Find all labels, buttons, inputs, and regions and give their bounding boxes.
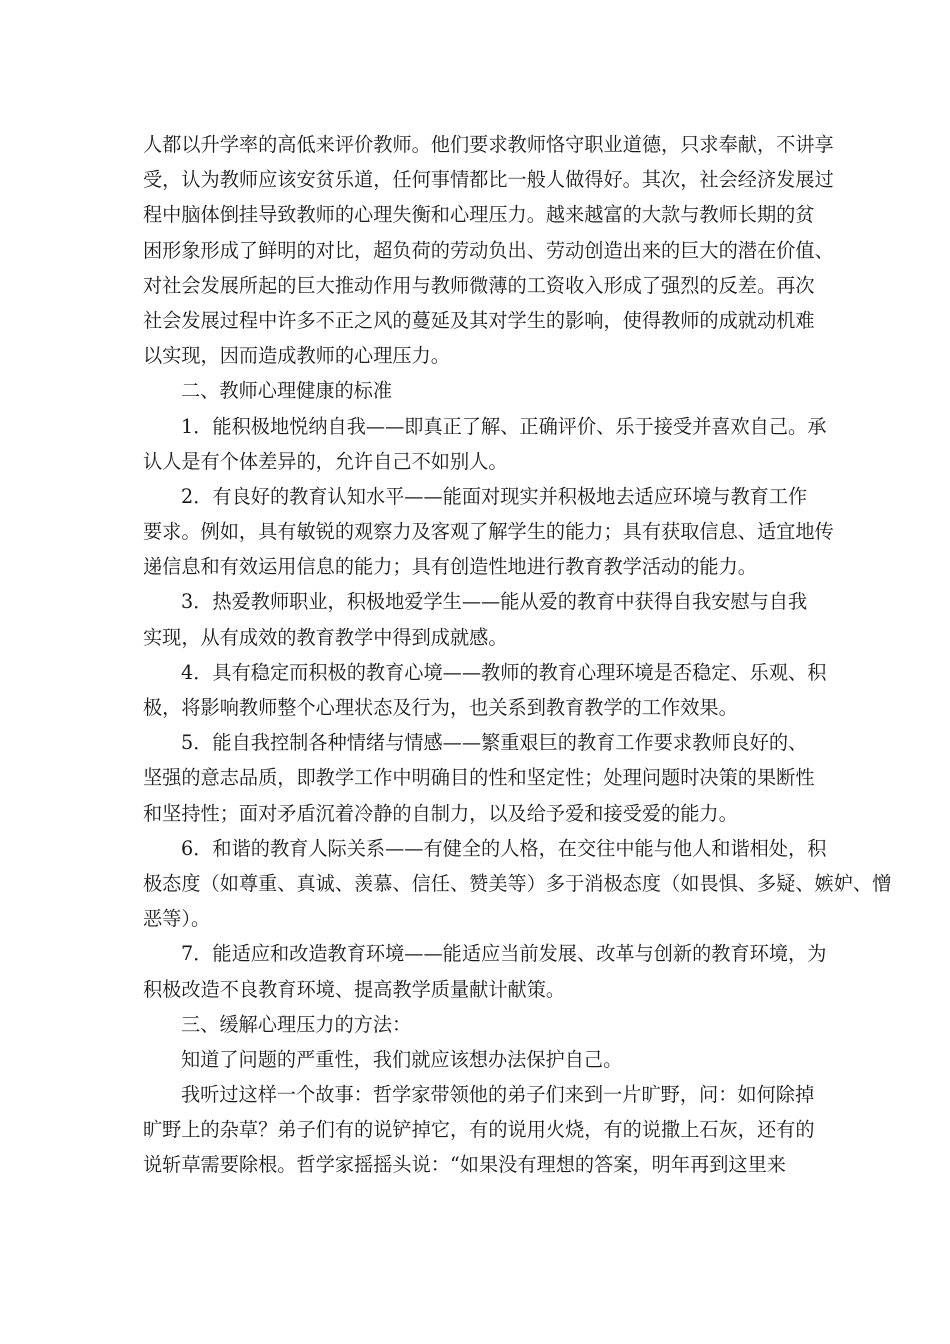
text-line: 我听过这样一个故事：哲学家带领他的弟子们来到一片旷野，问：如何除掉 — [181, 1083, 815, 1107]
text-line: 7．能适应和改造教育环境——能适应当前发展、改革与创新的教育环境，为 — [181, 942, 827, 966]
text-line: 和坚持性；面对矛盾沉着冷静的自制力，以及给予爱和接受爱的能力。 — [143, 801, 738, 825]
text-line: 社会发展过程中许多不正之风的蔓延及其对学生的影响，使得教师的成就动机难 — [143, 308, 815, 332]
text-line: 对社会发展所起的巨大推动作用与教师微薄的工资收入形成了强烈的反差。再次 — [143, 273, 815, 297]
text-line: 认人是有个体差异的，允许自己不如别人。 — [143, 449, 508, 473]
text-line: 受，认为教师应该安贫乐道，任何事情都比一般人做得好。其次，社会经济发展过 — [143, 168, 834, 192]
text-line: 积极改造不良教育环境、提高教学质量献计献策。 — [143, 977, 566, 1001]
text-line: 1．能积极地悦纳自我——即真正了解、正确评价、乐于接受并喜欢自己。承 — [181, 414, 827, 438]
text-line: 极态度（如尊重、真诚、羡慕、信任、赞美等）多于消极态度（如畏惧、多疑、嫉妒、憎 — [143, 871, 892, 895]
text-line: 三、缓解心理压力的方法： — [181, 1012, 412, 1036]
text-line: 说斩草需要除根。哲学家摇摇头说：“如果没有理想的答案，明年再到这里来 — [143, 1153, 786, 1177]
text-line: 实现，从有成效的教育教学中得到成就感。 — [143, 625, 508, 649]
text-line: 6．和谐的教育人际关系——有健全的人格，在交往中能与他人和谐相处，积 — [181, 836, 827, 860]
text-line: 程中脑体倒挂导致教师的心理失衡和心理压力。越来越富的大款与教师长期的贫 — [143, 203, 815, 227]
text-line: 5．能自我控制各种情绪与情感——繁重艰巨的教育工作要求教师良好的、 — [181, 731, 808, 755]
text-line: 要求。例如，具有敏锐的观察力及客观了解学生的能力；具有获取信息、适宜地传 — [143, 520, 834, 544]
text-line: 以实现，因而造成教师的心理压力。 — [143, 344, 450, 368]
document-body — [143, 127, 892, 1183]
text-line: 2．有良好的教育认知水平——能面对现实并积极地去适应环境与教育工作 — [181, 484, 808, 508]
text-line: 3．热爱教师职业，积极地爱学生——能从爱的教育中获得自我安慰与自我 — [181, 590, 808, 614]
text-line: 旷野上的杂草？弟子们有的说铲掉它，有的说用火烧，有的说撒上石灰，还有的 — [143, 1118, 815, 1142]
text-line: 二、教师心理健康的标准 — [181, 379, 393, 403]
text-line: 坚强的意志品质，即教学工作中明确目的性和坚定性；处理问题时决策的果断性 — [143, 766, 815, 790]
text-line: 极，将影响教师整个心理状态及行为，也关系到教育教学的工作效果。 — [143, 696, 738, 719]
text-line: 4．具有稳定而积极的教育心境——教师的教育心理环境是否稳定、乐观、积 — [181, 660, 827, 684]
text-line: 困形象形成了鲜明的对比，超负荷的劳动负出、劳动创造出来的巨大的潜在价值、 — [143, 238, 834, 262]
text-line: 恶等）。 — [143, 907, 211, 931]
text-line: 递信息和有效运用信息的能力；具有创造性地进行教育教学活动的能力。 — [143, 555, 757, 579]
text-line: 人都以升学率的高低来评价教师。他们要求教师恪守职业道德，只求奉献，不讲享 — [143, 133, 834, 156]
text-line: 知道了问题的严重性，我们就应该想办法保护自己。 — [181, 1047, 623, 1071]
